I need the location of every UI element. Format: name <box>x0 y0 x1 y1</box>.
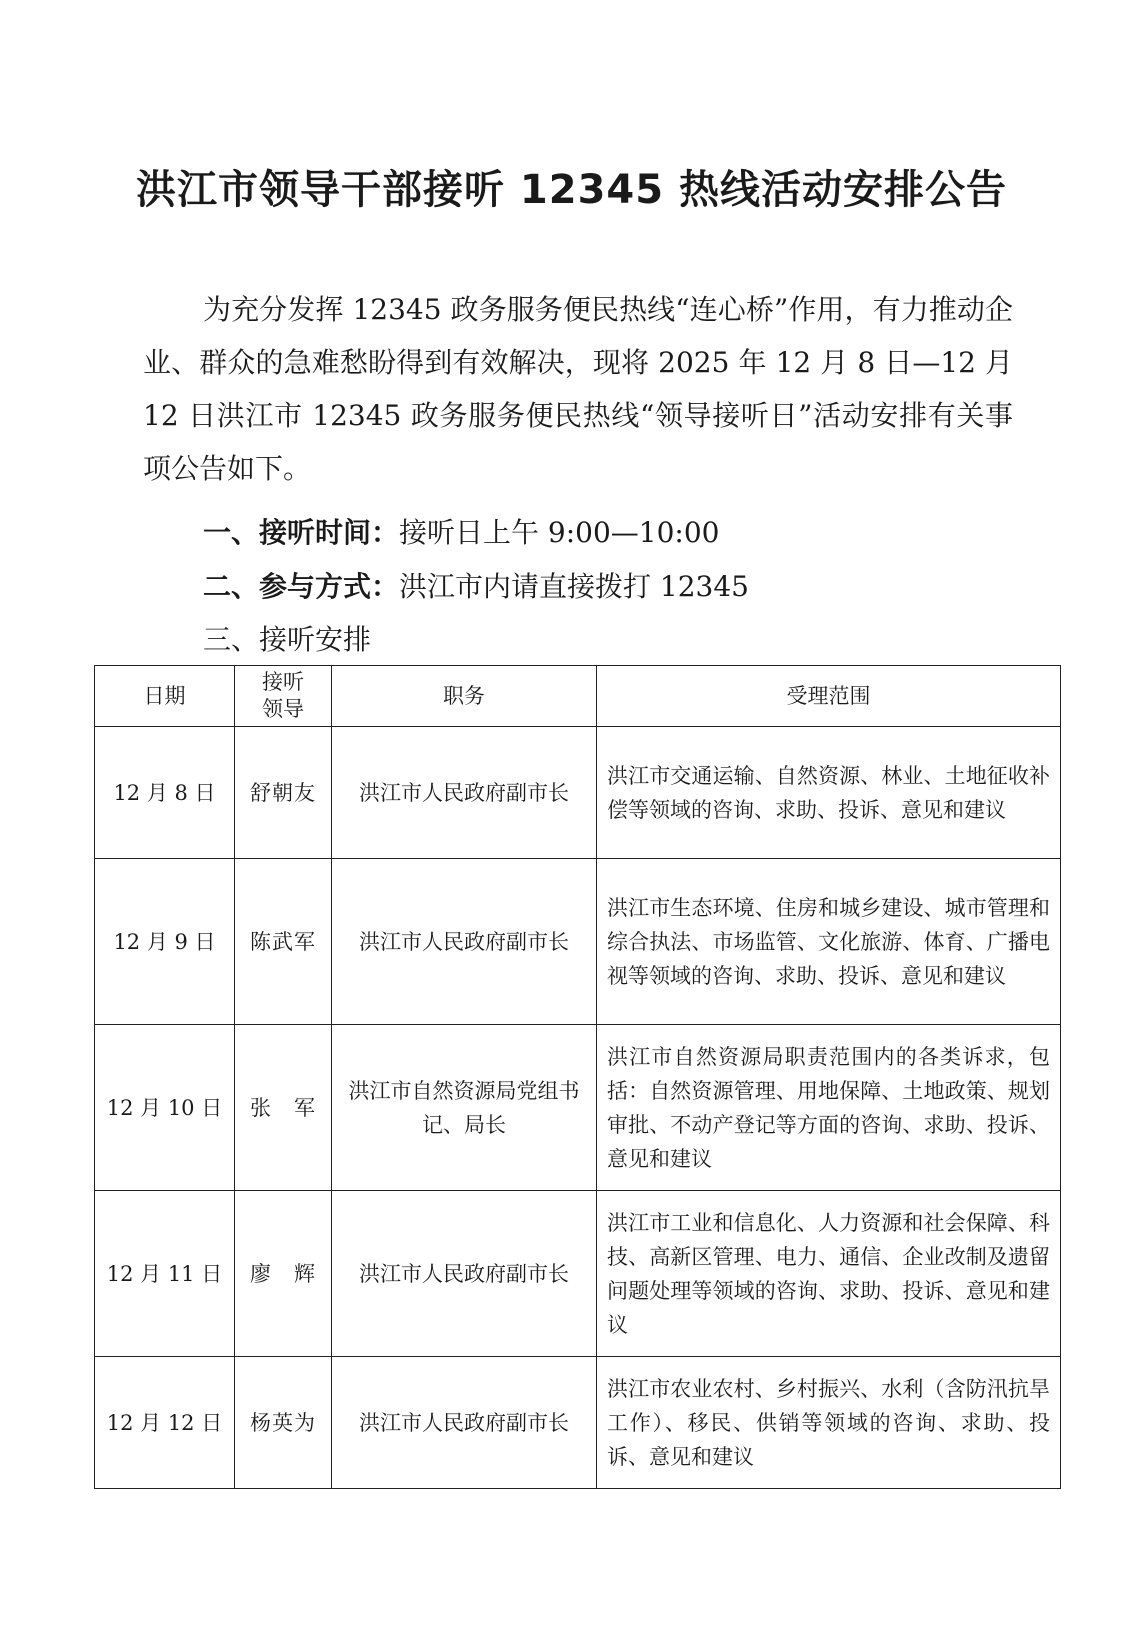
cell-scope: 洪江市农业农村、乡村振兴、水利（含防汛抗旱工作）、移民、供销等领域的咨询、求助、投诉、意见和建议 <box>597 1357 1061 1489</box>
table-header-row <box>95 666 1061 727</box>
header-leader <box>235 666 332 727</box>
cell-date: 12 月 10 日 <box>95 1025 235 1191</box>
cell-date: 12 月 12 日 <box>95 1357 235 1489</box>
section-heading: 一、接听时间： <box>203 516 400 549</box>
cell-scope: 洪江市交通运输、自然资源、林业、土地征收补偿等领域的咨询、求助、投诉、意见和建议 <box>597 727 1061 859</box>
cell-scope: 洪江市自然资源局职责范围内的各类诉求，包括：自然资源管理、用地保障、土地政策、规划审批、不动产登记等方面的咨询、求助、投诉、意见和建议 <box>597 1025 1061 1191</box>
cell-leader: 舒朝友 <box>235 727 332 859</box>
header-leader-line2: 领导 <box>262 697 304 721</box>
cell-leader: 陈武军 <box>235 859 332 1025</box>
cell-leader: 杨英为 <box>235 1357 332 1489</box>
table-row <box>95 727 1061 859</box>
cell-scope: 洪江市工业和信息化、人力资源和社会保障、科技、高新区管理、电力、通信、企业改制及遗留问题处理等领域的咨询、求助、投诉、意见和建议 <box>597 1191 1061 1357</box>
section-text: 接听日上午 9:00—10:00 <box>399 516 720 549</box>
section-participation <box>203 567 749 607</box>
section-answer-time <box>203 513 720 553</box>
section-text: 洪江市内请直接拨打 12345 <box>399 570 749 603</box>
cell-title: 洪江市人民政府副市长 <box>332 859 597 1025</box>
document-title: 洪江市领导干部接听 12345 热线活动安排公告 <box>135 167 1007 213</box>
section-heading: 三、接听安排 <box>203 623 372 656</box>
cell-scope: 洪江市生态环境、住房和城乡建设、城市管理和综合执法、市场监管、文化旅游、体育、广播电视等领域的咨询、求助、投诉、意见和建议 <box>597 859 1061 1025</box>
schedule-table <box>94 665 1061 1489</box>
table-row <box>95 1191 1061 1357</box>
section-schedule <box>203 620 371 660</box>
intro-paragraph: 为充分发挥 12345 政务服务便民热线“连心桥”作用，有力推动企业、群众的急难愁盼得到有效解决，现将 2025 年 12 月 8 日—12 月 12 日洪江市 12345 政务服务便民热线“领导接听日”活动安排有关事项公告如下。 <box>143 293 1013 485</box>
cell-title: 洪江市人民政府副市长 <box>332 1191 597 1357</box>
cell-date: 12 月 11 日 <box>95 1191 235 1357</box>
cell-leader: 廖 辉 <box>235 1191 332 1357</box>
header-date: 日期 <box>95 666 235 727</box>
table-row <box>95 1025 1061 1191</box>
section-heading: 二、参与方式： <box>203 570 400 603</box>
cell-date: 12 月 9 日 <box>95 859 235 1025</box>
cell-leader: 张 军 <box>235 1025 332 1191</box>
cell-title: 洪江市自然资源局党组书记、局长 <box>332 1025 597 1191</box>
cell-date: 12 月 8 日 <box>95 727 235 859</box>
cell-title: 洪江市人民政府副市长 <box>332 1357 597 1489</box>
header-scope: 受理范围 <box>597 666 1061 727</box>
header-leader-line1: 接听 <box>262 670 304 694</box>
cell-title: 洪江市人民政府副市长 <box>332 727 597 859</box>
header-title: 职务 <box>332 666 597 727</box>
table-row <box>95 1357 1061 1489</box>
table-row <box>95 859 1061 1025</box>
